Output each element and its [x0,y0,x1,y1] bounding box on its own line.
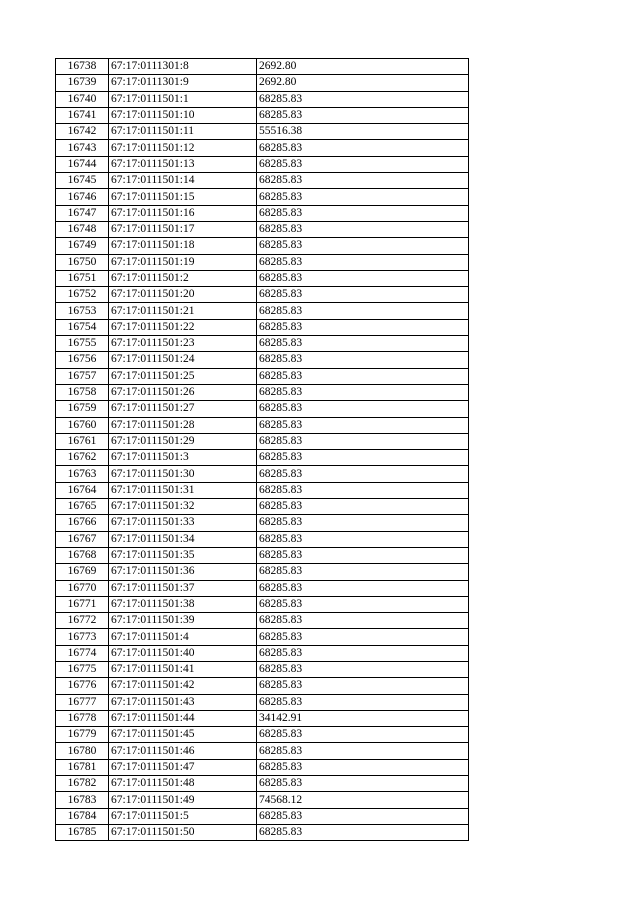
row-number-cell: 16780 [56,743,109,759]
row-number-cell: 16758 [56,384,109,400]
table-row [56,661,469,677]
cadastral-number-cell: 67:17:0111501:49 [109,792,257,808]
cadastral-number-cell: 67:17:0111501:18 [109,238,257,254]
cadastral-number-cell: 67:17:0111501:43 [109,694,257,710]
table-row [56,401,469,417]
cadastral-number-cell: 67:17:0111501:19 [109,254,257,270]
value-cell: 68285.83 [257,466,469,482]
value-cell: 2692.80 [257,75,469,91]
table-row [56,466,469,482]
value-cell: 68285.83 [257,287,469,303]
table-row [56,792,469,808]
row-number-cell: 16772 [56,613,109,629]
cadastral-number-cell: 67:17:0111501:31 [109,482,257,498]
value-cell: 68285.83 [257,173,469,189]
table-row [56,710,469,726]
cadastral-number-cell: 67:17:0111301:9 [109,75,257,91]
row-number-cell: 16740 [56,91,109,107]
value-cell: 68285.83 [257,613,469,629]
cadastral-number-cell: 67:17:0111501:44 [109,710,257,726]
row-number-cell: 16782 [56,776,109,792]
row-number-cell: 16743 [56,140,109,156]
row-number-cell: 16778 [56,710,109,726]
value-cell: 68285.83 [257,303,469,319]
cadastral-number-cell: 67:17:0111501:22 [109,319,257,335]
row-number-cell: 16783 [56,792,109,808]
row-number-cell: 16751 [56,270,109,286]
value-cell: 68285.83 [257,221,469,237]
row-number-cell: 16755 [56,336,109,352]
row-number-cell: 16742 [56,124,109,140]
value-cell: 68285.83 [257,384,469,400]
cadastral-number-cell: 67:17:0111501:36 [109,564,257,580]
table-row [56,352,469,368]
row-number-cell: 16747 [56,205,109,221]
table-row [56,694,469,710]
row-number-cell: 16744 [56,156,109,172]
cadastral-number-cell: 67:17:0111501:42 [109,678,257,694]
row-number-cell: 16766 [56,515,109,531]
value-cell: 68285.83 [257,189,469,205]
cadastral-number-cell: 67:17:0111501:4 [109,629,257,645]
value-cell: 68285.83 [257,156,469,172]
table-row [56,107,469,123]
row-number-cell: 16746 [56,189,109,205]
cadastral-number-cell: 67:17:0111501:23 [109,336,257,352]
table-row [56,140,469,156]
cadastral-number-cell: 67:17:0111501:20 [109,287,257,303]
cadastral-number-cell: 67:17:0111501:33 [109,515,257,531]
table-row [56,824,469,840]
cadastral-number-cell: 67:17:0111501:10 [109,107,257,123]
cadastral-number-cell: 67:17:0111501:39 [109,613,257,629]
value-cell: 55516.38 [257,124,469,140]
table-row [56,433,469,449]
table-row [56,678,469,694]
table-row [56,205,469,221]
cadastral-number-cell: 67:17:0111501:46 [109,743,257,759]
cadastral-number-cell: 67:17:0111501:27 [109,401,257,417]
table-row [56,547,469,563]
row-number-cell: 16763 [56,466,109,482]
value-cell: 68285.83 [257,759,469,775]
table-row [56,776,469,792]
table-row [56,287,469,303]
value-cell: 68285.83 [257,450,469,466]
cadastral-number-cell: 67:17:0111501:21 [109,303,257,319]
value-cell: 68285.83 [257,433,469,449]
value-cell: 68285.83 [257,661,469,677]
row-number-cell: 16753 [56,303,109,319]
value-cell: 68285.83 [257,107,469,123]
table-row [56,808,469,824]
row-number-cell: 16770 [56,580,109,596]
cadastral-number-cell: 67:17:0111501:14 [109,173,257,189]
row-number-cell: 16775 [56,661,109,677]
table-row [56,450,469,466]
value-cell: 68285.83 [257,336,469,352]
table-row [56,613,469,629]
table-row [56,368,469,384]
cadastral-number-cell: 67:17:0111501:15 [109,189,257,205]
value-cell: 68285.83 [257,824,469,840]
row-number-cell: 16769 [56,564,109,580]
value-cell: 68285.83 [257,352,469,368]
table-row [56,515,469,531]
row-number-cell: 16748 [56,221,109,237]
cadastral-number-cell: 67:17:0111501:41 [109,661,257,677]
row-number-cell: 16774 [56,645,109,661]
table-row [56,189,469,205]
table-row [56,124,469,140]
value-cell: 68285.83 [257,482,469,498]
value-cell: 68285.83 [257,743,469,759]
table-row [56,59,469,75]
cadastral-number-cell: 67:17:0111501:12 [109,140,257,156]
row-number-cell: 16765 [56,499,109,515]
cadastral-number-cell: 67:17:0111501:11 [109,124,257,140]
cadastral-number-cell: 67:17:0111501:40 [109,645,257,661]
row-number-cell: 16739 [56,75,109,91]
table-row [56,336,469,352]
value-cell: 68285.83 [257,401,469,417]
table-row [56,319,469,335]
cadastral-number-cell: 67:17:0111501:48 [109,776,257,792]
cadastral-number-cell: 67:17:0111501:47 [109,759,257,775]
table-row [56,759,469,775]
cadastral-number-cell: 67:17:0111501:35 [109,547,257,563]
row-number-cell: 16757 [56,368,109,384]
value-cell: 68285.83 [257,776,469,792]
row-number-cell: 16754 [56,319,109,335]
row-number-cell: 16767 [56,531,109,547]
cadastral-number-cell: 67:17:0111501:17 [109,221,257,237]
cadastral-number-cell: 67:17:0111501:2 [109,270,257,286]
cadastral-number-cell: 67:17:0111501:32 [109,499,257,515]
table-row [56,384,469,400]
row-number-cell: 16741 [56,107,109,123]
table-row [56,499,469,515]
value-cell: 68285.83 [257,270,469,286]
table-row [56,727,469,743]
cadastral-number-cell: 67:17:0111501:26 [109,384,257,400]
row-number-cell: 16785 [56,824,109,840]
value-cell: 68285.83 [257,727,469,743]
value-cell: 74568.12 [257,792,469,808]
value-cell: 68285.83 [257,808,469,824]
row-number-cell: 16759 [56,401,109,417]
cadastral-number-cell: 67:17:0111501:50 [109,824,257,840]
table-body [56,59,469,841]
value-cell: 68285.83 [257,238,469,254]
value-cell: 68285.83 [257,319,469,335]
value-cell: 68285.83 [257,678,469,694]
cadastral-number-cell: 67:17:0111501:16 [109,205,257,221]
table-row [56,580,469,596]
row-number-cell: 16776 [56,678,109,694]
value-cell: 68285.83 [257,580,469,596]
row-number-cell: 16784 [56,808,109,824]
table-row [56,645,469,661]
cadastral-number-cell: 67:17:0111501:5 [109,808,257,824]
value-cell: 68285.83 [257,254,469,270]
row-number-cell: 16768 [56,547,109,563]
row-number-cell: 16779 [56,727,109,743]
value-cell: 34142.91 [257,710,469,726]
value-cell: 68285.83 [257,547,469,563]
cadastral-number-cell: 67:17:0111501:13 [109,156,257,172]
cadastral-number-cell: 67:17:0111501:37 [109,580,257,596]
cadastral-number-cell: 67:17:0111501:38 [109,596,257,612]
value-cell: 68285.83 [257,140,469,156]
table-row [56,482,469,498]
table-row [56,91,469,107]
row-number-cell: 16760 [56,417,109,433]
cadastral-number-cell: 67:17:0111501:3 [109,450,257,466]
table-row [56,221,469,237]
row-number-cell: 16756 [56,352,109,368]
value-cell: 68285.83 [257,515,469,531]
row-number-cell: 16752 [56,287,109,303]
cadastral-number-cell: 67:17:0111501:34 [109,531,257,547]
table-row [56,156,469,172]
row-number-cell: 16764 [56,482,109,498]
cadastral-number-cell: 67:17:0111301:8 [109,59,257,75]
value-cell: 68285.83 [257,596,469,612]
value-cell: 68285.83 [257,564,469,580]
table-row [56,254,469,270]
table-row [56,743,469,759]
row-number-cell: 16777 [56,694,109,710]
value-cell: 68285.83 [257,368,469,384]
row-number-cell: 16773 [56,629,109,645]
value-cell: 68285.83 [257,645,469,661]
row-number-cell: 16745 [56,173,109,189]
value-cell: 68285.83 [257,417,469,433]
table-row [56,270,469,286]
cadastral-number-cell: 67:17:0111501:30 [109,466,257,482]
cadastral-number-cell: 67:17:0111501:24 [109,352,257,368]
cadastral-number-cell: 67:17:0111501:28 [109,417,257,433]
row-number-cell: 16761 [56,433,109,449]
table-row [56,173,469,189]
table-row [56,417,469,433]
cadastral-number-cell: 67:17:0111501:1 [109,91,257,107]
cadastral-number-cell: 67:17:0111501:29 [109,433,257,449]
value-cell: 68285.83 [257,91,469,107]
table-row [56,629,469,645]
row-number-cell: 16781 [56,759,109,775]
row-number-cell: 16738 [56,59,109,75]
value-cell: 68285.83 [257,531,469,547]
cadastral-number-cell: 67:17:0111501:25 [109,368,257,384]
cadastral-number-cell: 67:17:0111501:45 [109,727,257,743]
value-cell: 68285.83 [257,694,469,710]
value-cell: 68285.83 [257,205,469,221]
value-cell: 68285.83 [257,629,469,645]
table-row [56,303,469,319]
row-number-cell: 16749 [56,238,109,254]
value-cell: 68285.83 [257,499,469,515]
row-number-cell: 16771 [56,596,109,612]
cadastral-value-table [55,58,469,841]
table-row [56,564,469,580]
row-number-cell: 16762 [56,450,109,466]
table-row [56,596,469,612]
row-number-cell: 16750 [56,254,109,270]
table-row [56,238,469,254]
value-cell: 2692.80 [257,59,469,75]
table-row [56,531,469,547]
table-row [56,75,469,91]
